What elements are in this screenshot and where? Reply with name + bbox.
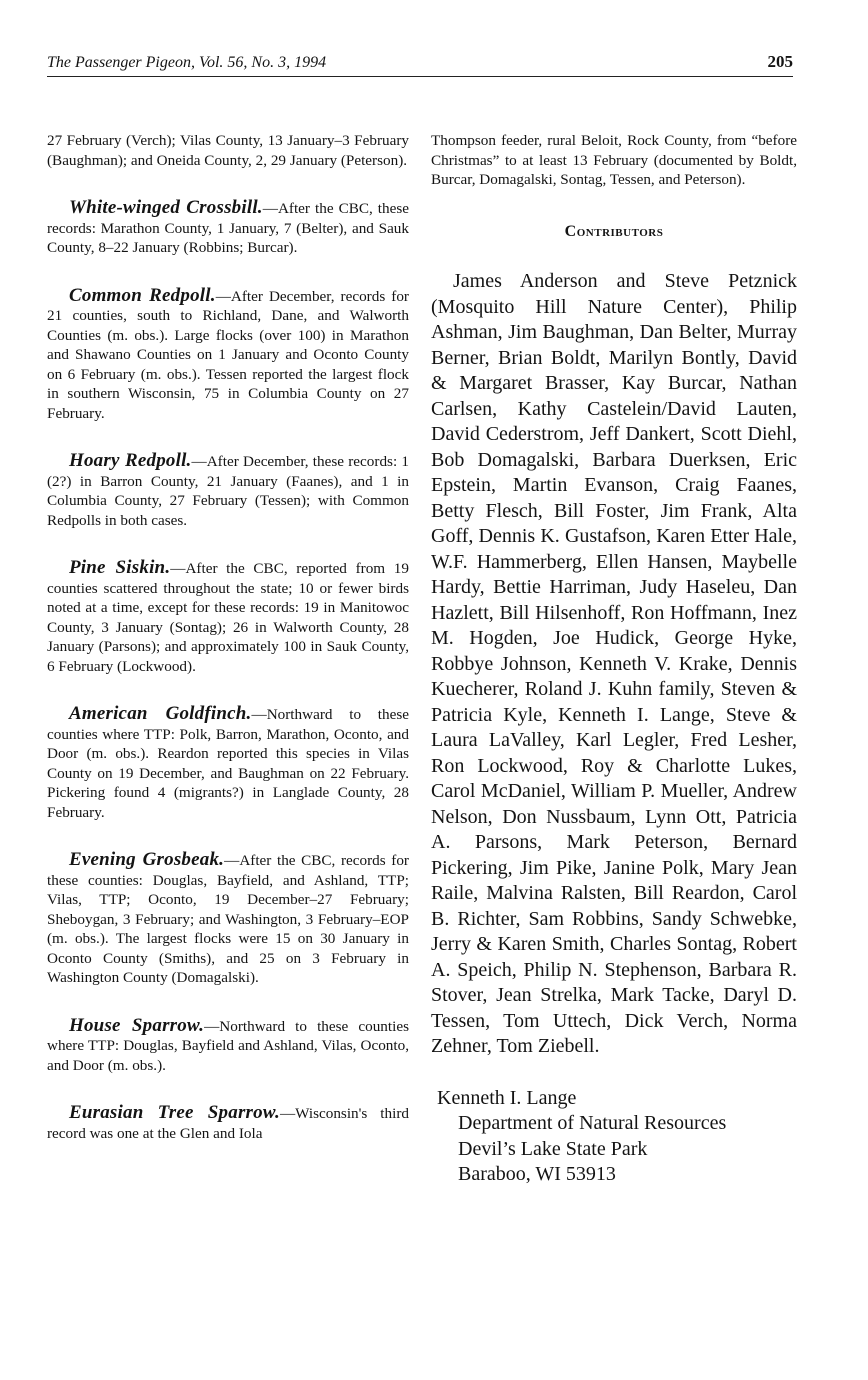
species-name: Pine Siskin. bbox=[69, 557, 171, 578]
address-line: Department of Natural Resources bbox=[458, 1112, 727, 1134]
species-entry-eurasian-tree-sparrow bbox=[47, 1103, 409, 1143]
address-line: Baraboo, WI 53913 bbox=[458, 1163, 616, 1185]
species-name: White-winged Crossbill. bbox=[69, 197, 263, 218]
continuation-paragraph: Thompson feeder, rural Beloit, Rock County, from “before Christmas” to at least 13 February (documented by Boldt, Burcar, Domagalski, Sontag, Tessen, and Peterson). bbox=[431, 132, 797, 188]
left-column bbox=[47, 131, 409, 1143]
species-entry-white-winged-crossbill bbox=[47, 198, 409, 258]
species-entry-pine-siskin bbox=[47, 558, 409, 676]
author-name: Kenneth I. Lange bbox=[437, 1086, 577, 1109]
species-text: —Northward to these counties where TTP: Douglas, Bayfield and Ashland, Vilas, Oconto, and Door (m. obs.). bbox=[47, 1017, 409, 1074]
species-text: —After December, these records: 1 (2?) in Barron County, 21 January (Faanes), and 1 in Columbia County, 27 February (Tessen); with Common Redpolls in both cases. bbox=[47, 453, 409, 529]
species-text: —After the CBC, reported from 19 counties scattered throughout the state; 10 or fewer birds noted at a time, except for these records: 19 in Manitowoc County, 3 January (Sontag); 26 in Walworth County, 28 January (Parsons); and approximately 100 in Sauk County, 6 February (Lockwood). bbox=[47, 560, 409, 675]
right-column bbox=[431, 131, 797, 1188]
species-entry-hoary-redpoll bbox=[47, 451, 409, 530]
species-text: —After the CBC, these records: Marathon County, 1 January, 7 (Belter), and Sauk County, 8–22 January (Robbins; Burcar). bbox=[47, 200, 409, 256]
continuation-paragraph: 27 February (Verch); Vilas County, 13 January–3 February (Baughman); and Oneida County, 2, 29 January (Peterson). bbox=[47, 132, 409, 169]
species-entry-evening-grosbeak bbox=[47, 850, 409, 988]
species-entry-american-goldfinch bbox=[47, 704, 409, 822]
species-text: —Northward to these counties where TTP: Polk, Barron, Marathon, Oconto, and Door (m. obs.). Reardon reported this species in Vilas County on 19 December, and Baughman on 22 February. Pickering found 4 (migrants?) in Langlade County, 28 February. bbox=[47, 706, 410, 821]
species-entry-house-sparrow bbox=[47, 1016, 409, 1076]
contributors-list: James Anderson and Steve Petznick (Mosquito Hill Nature Center), Philip Ashman, Jim Baughman, Dan Belter, Murray Berner, Brian Boldt, Marilyn Bontly, David & Margaret Brasser, Kay Burcar, Nathan Carlsen, Kathy Castelein/David Lauten, David Cederstrom, Jeff Dankert, Scott Diehl, Bob Domagalski, Barbara Duerksen, Eric Epstein, Martin Evanson, Craig Faanes, Betty Flesch, Bill Foster, Jim Frank, Alta Goff, Dennis K. Gustafson, Karen Etter Hale, W.F. Hammerberg, Ellen Hansen, Maybelle Hardy, Bettie Harriman, Judy Haseleu, Dan Hazlett, Bill Hilsenhoff, Ron Hoffmann, Inez M. Hogden, Joe Hudick, George Hyke, Robbye Johnson, Kenneth V. Krake, Dennis Kuecherer, Roland J. Kuhn family, Steven & Patricia Kyle, Kenneth I. Lange, Steve & Laura LaValley, Karl Legler, Fred Lesher, Ron Lockwood, Roy & Charlotte Lukes, Carol McDaniel, William P. Mueller, Andrew Nelson, Don Nussbaum, Lynn Ott, Patricia A. Parsons, Mark Peterson, Bernard Pickering, Jim Pike, Janine Polk, Mary Jean Raile, Malvina Ralsten, Bill Reardon, Carol B. Richter, Sam Robbins, Sandy Schwebke, Jerry & Karen Smith, Charles Sontag, Robert A. Speich, Philip N. Stephenson, Barbara R. Stover, Jean Strelka, Mark Tacke, Daryl D. Tessen, Tom Uttech, Dick Verch, Norma Zehner, Tom Ziebell. bbox=[431, 270, 797, 1057]
species-text: —After the CBC, records for these counties: Douglas, Bayfield, and Ashland, TTP; Vilas, TTP; Oconto, 19 December–27 February; Sheboygan, 3 February; and Washington, 3 February–EOP (m. obs.). The largest flocks were 15 on 30 January in Oconto County (Smiths), and 25 on 3 February in Washington County (Domagalski). bbox=[47, 852, 409, 986]
species-name: Hoary Redpoll. bbox=[69, 450, 192, 471]
running-head: The Passenger Pigeon, Vol. 56, No. 3, 1994 bbox=[47, 54, 327, 71]
species-name: Eurasian Tree Sparrow. bbox=[69, 1102, 280, 1123]
species-text: —Wisconsin's third record was one at the Glen and Iola bbox=[47, 1105, 409, 1142]
section-heading: Contributors bbox=[564, 222, 664, 240]
page-number: 205 bbox=[767, 52, 793, 71]
address-line: Devil’s Lake State Park bbox=[458, 1137, 648, 1160]
species-name: Evening Grosbeak. bbox=[69, 849, 225, 870]
species-name: Common Redpoll. bbox=[69, 284, 216, 306]
species-name: House Sparrow. bbox=[69, 1014, 205, 1036]
species-name: American Goldfinch. bbox=[69, 703, 252, 724]
species-text: —After December, records for 21 counties, south to Richland, Dane, and Walworth Counties (m. obs.). Large flocks (over 100) in Marathon and Shawano Counties on 1 January and Oconto County on 6 February (m. obs.). Tessen reported the largest flock in southern Wisconsin, 75 in Columbia County on 27 February. bbox=[47, 287, 409, 422]
page-header bbox=[47, 50, 793, 77]
species-entry-common-redpoll bbox=[47, 286, 409, 424]
author-address bbox=[431, 1086, 797, 1188]
